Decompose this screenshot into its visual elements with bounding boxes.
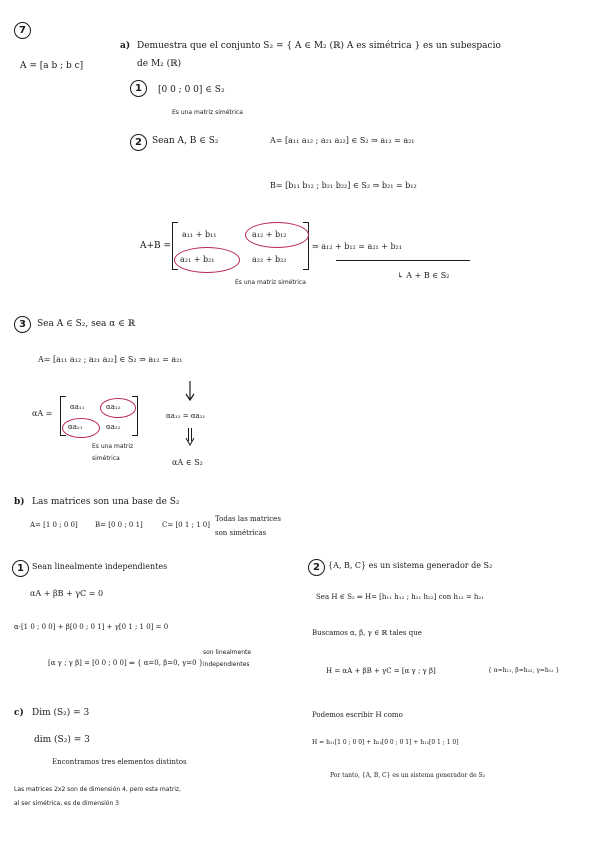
sum-r1c2: a₁₂ + b₁₂ — [252, 230, 287, 239]
part-c-note-2: al ser simétrica, es de dimensión 3 — [14, 800, 119, 807]
gen-number: 2 — [308, 559, 325, 576]
part-c-note-1: Las matrices 2x2 son de dimensión 4, pero esta matriz, — [14, 786, 181, 793]
alpha-a-r2c1: αa₂₁ — [68, 423, 83, 431]
li-note-2: independientes — [203, 661, 250, 668]
gen-equation: H = αA + βB + γC = [α γ ; γ β] — [326, 667, 436, 675]
sum-conclusion: ↳ A + B ∈ S₂ — [397, 271, 450, 280]
step-3-number: 3 — [14, 316, 31, 333]
basis-note-2: son simétricas — [215, 529, 267, 537]
part-c-dim-1: Dim (S₂) = 3 — [32, 708, 90, 718]
sum-rhs: ⇒ a₁₂ + b₁₂ = a₂₁ + b₂₁ — [312, 242, 403, 251]
part-c-label: c) — [14, 708, 24, 718]
alpha-a-r1c1: αa₁₁ — [70, 403, 85, 411]
part-a-text: Demuestra que el conjunto S₂ = { A ∈ M₂ (ℝ) A es simétrica } es un subespacio — [137, 41, 501, 51]
alpha-conclusion: αA ∈ S₂ — [172, 458, 203, 467]
li-note-1: son linealmente — [203, 649, 252, 656]
part-a-text-2: de M₂ (ℝ) — [137, 59, 182, 69]
step-1-number: 1 — [130, 80, 147, 97]
basis-matrix-a: A= [1 0 ; 0 0] — [30, 521, 78, 529]
li-equation-2: α·[1 0 ; 0 0] + β[0 0 ; 0 1] + γ[0 1 ; 1 0] = 0 — [14, 623, 169, 631]
alpha-circle-r1c2 — [100, 398, 136, 418]
part-c-dim-2: dim (S₂) = 3 — [34, 735, 90, 745]
alpha-equality: αa₁₂ = αa₂₁ — [166, 412, 206, 420]
part-a-label: a) — [120, 41, 131, 51]
step-3-text: Sea A ∈ S₂, sea α ∈ ℝ — [37, 319, 136, 329]
li-equation-3: [α γ ; γ β] = [0 0 ; 0 0] ⇒ { α=0, β=0, γ=0 } — [48, 659, 204, 667]
down-arrow-icon — [184, 380, 196, 402]
step-2-matrix-b: B= [b₁₁ b₁₂ ; b₂₁ b₂₂] ∈ S₂ ⇒ b₂₁ = b₁₂ — [270, 181, 417, 190]
sum-circle-r2c1 — [174, 247, 240, 273]
gen-title: {A, B, C} es un sistema generador de S₂ — [328, 561, 493, 570]
gen-podemos: Podemos escribir H como — [312, 711, 403, 719]
sum-lhs: A+B = — [140, 241, 172, 251]
alpha-a-r1c2: αa₁₂ — [106, 403, 121, 411]
matrix-definition: A = [a b ; b c] — [20, 61, 84, 71]
step-1-text: [0 0 ; 0 0] ∈ S₂ — [158, 85, 225, 95]
alpha-a-lhs: αA = — [32, 409, 53, 418]
sum-circle-r1c2 — [245, 222, 309, 248]
sum-r1c1: a₁₁ + b₁₁ — [182, 230, 217, 239]
basis-note-1: Todas las matrices — [215, 515, 281, 523]
part-b-text: Las matrices son una base de S₂ — [32, 497, 180, 507]
gen-sea: Sea H ∈ S₂ ⇒ H= [h₁₁ h₁₂ ; h₂₁ h₂₂] con h₁₂ = h₂₁ — [316, 593, 485, 601]
alpha-note-1: Es una matriz — [92, 443, 134, 450]
part-c-encontramos: Encontramos tres elementos distintos — [52, 758, 187, 766]
basis-matrix-b: B= [0 0 ; 0 1] — [95, 521, 143, 529]
step-3-matrix-a: A= [a₁₁ a₁₂ ; a₂₁ a₂₂] ∈ S₂ ⇒ a₁₂ = a₂₁ — [38, 355, 183, 364]
sum-underline — [336, 260, 470, 261]
step-2-matrix-a: A= [a₁₁ a₁₂ ; a₂₁ a₂₂] ∈ S₂ ⇒ a₁₂ = a₂₁ — [270, 136, 415, 145]
li-equation-1: αA + βB + γC = 0 — [30, 589, 104, 598]
gen-system: { α=h₁₁, β=h₂₂, γ=h₁₂ } — [488, 667, 560, 674]
section-7-number: 7 — [14, 22, 31, 39]
gen-buscamos: Buscamos α, β, γ ∈ ℝ tales que — [312, 629, 422, 637]
alpha-note-2: simétrica — [92, 455, 120, 462]
part-b-label: b) — [14, 497, 25, 507]
gen-conclusion: Por tanto, {A, B, C} es un sistema generador de S₂ — [330, 772, 486, 779]
alpha-a-r2c2: αa₂₂ — [106, 423, 121, 431]
li-number: 1 — [12, 560, 29, 577]
sum-r2c1: a₂₁ + b₂₁ — [180, 255, 215, 264]
step-2-number: 2 — [130, 134, 147, 151]
sum-note: Es una matriz simétrica — [235, 279, 306, 286]
basis-matrix-c: C= [0 1 ; 1 0] — [162, 521, 210, 529]
double-down-arrow-icon — [184, 427, 196, 447]
alpha-circle-r2c1 — [62, 418, 100, 438]
li-title: Sean linealmente independientes — [32, 562, 168, 571]
step-1-note: Es una matriz simétrica — [172, 109, 243, 116]
sum-r2c2: a₂₂ + b₂₂ — [252, 255, 287, 264]
gen-h-combination: H = h₁₁[1 0 ; 0 0] + h₂₂[0 0 ; 0 1] + h₁₂[0 1 ; 1 0] — [312, 739, 459, 746]
step-2-sean: Sean A, B ∈ S₂ — [152, 136, 219, 146]
